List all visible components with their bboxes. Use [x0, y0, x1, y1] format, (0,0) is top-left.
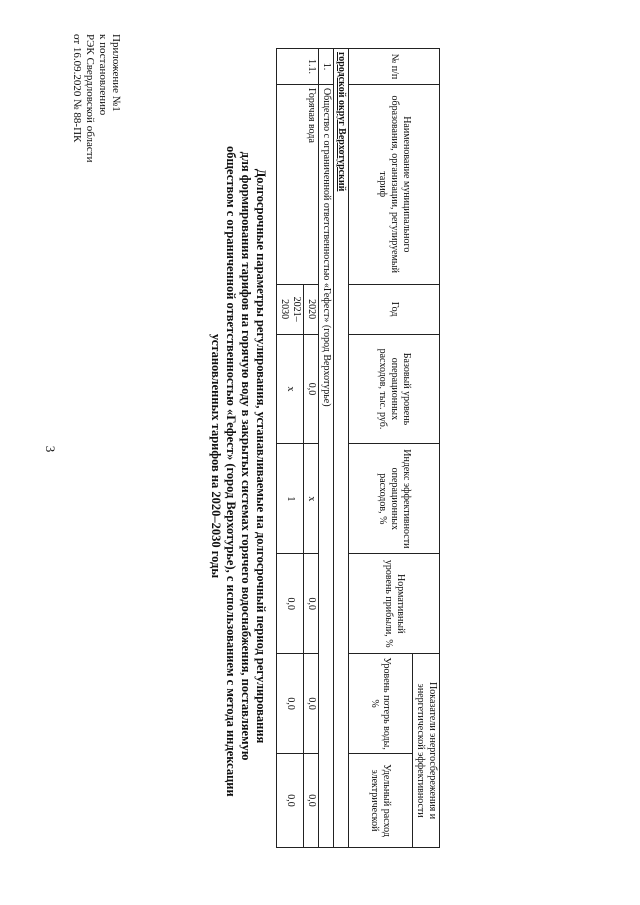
row-num: 1.1. [277, 49, 319, 85]
org-row-num: 1. [319, 49, 334, 85]
header-name: Наименование муниципального образования, организации, регулируемый тариф [349, 84, 440, 284]
title-line: установленных тарифов на 2020–2030 годы [209, 333, 223, 579]
row-efficiency-index: x [304, 444, 319, 554]
appendix-line: РЭК Свердловской области [84, 34, 96, 163]
org-row-name: Общество с ограниченной ответственностью «Гефест» (город Верхотурье) [319, 84, 334, 847]
document-title [208, 146, 268, 797]
row-year: 2021–2030 [277, 284, 304, 334]
row-water-losses: 0,0 [277, 654, 304, 754]
row-year: 2020 [304, 284, 319, 334]
row-base-costs: x [277, 334, 304, 444]
row-profit: 0,0 [277, 554, 304, 654]
parameters-table [276, 48, 440, 848]
row-specific-consumption: 0,0 [304, 754, 319, 848]
header-efficiency-index: Индекс эффективности операционных расходов, % [349, 444, 440, 554]
row-water-losses: 0,0 [304, 654, 319, 754]
page-number: 3 [43, 445, 58, 453]
header-num: № п/п [349, 49, 440, 85]
header-water-losses: Уровень потерь воды, % [349, 654, 413, 754]
rotated-page-content [30, 6, 630, 896]
header-year: Год [349, 284, 440, 334]
title-line: обществом с ограниченной ответственностью «Гефест» (город Верхотурье), с использованием с метода индексации [224, 146, 238, 797]
appendix-line: Приложение №1 [110, 34, 122, 112]
header-energy-efficiency: Показатели энергосбережения и энергетической эффективности [413, 654, 440, 848]
appendix-note [70, 34, 122, 214]
row-efficiency-index: 1 [277, 444, 304, 554]
appendix-line: к постановлению [97, 34, 109, 116]
row-profit: 0,0 [304, 554, 319, 654]
header-profit: Нормативный уровень прибыли, % [349, 554, 440, 654]
row-specific-consumption: 0,0 [277, 754, 304, 848]
title-line: Долгосрочные параметры регулирования, устанавливаемые на долгосрочный период регулирования [254, 168, 268, 744]
row-base-costs: 0,0 [304, 334, 319, 444]
title-line: для формирования тарифов на горячую воду в закрытых системах горячего водоснабжения, поставляемую [239, 151, 253, 761]
row-name: Горячая вода [277, 84, 319, 284]
section-municipality: городской округ Верхотурский [334, 49, 349, 848]
header-specific-consumption: Удельный расход электрической [349, 754, 413, 848]
header-base-costs: Базовый уровень операционных расходов, тыс. руб. [349, 334, 440, 444]
appendix-line: от 16.09.2020 № 88-ПК [71, 34, 83, 143]
